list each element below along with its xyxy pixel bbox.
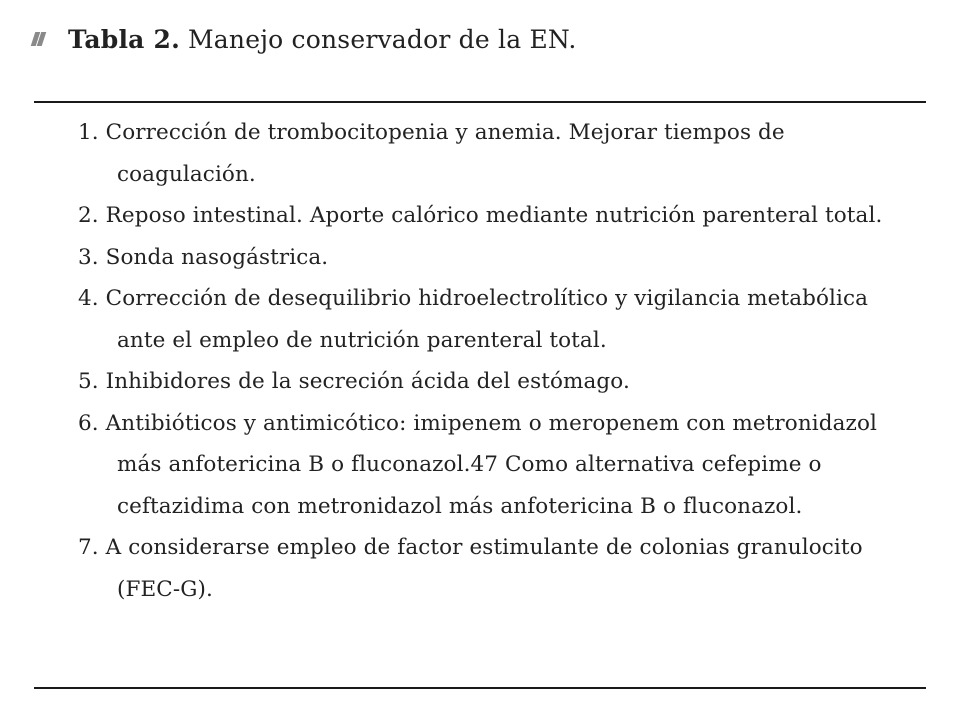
management-list	[78, 112, 918, 610]
list-item: 1. Corrección de trombocitopenia y anemia. Mejorar tiempos de coagulación.	[78, 120, 785, 187]
list-item: 7. A considerarse empleo de factor estimulante de colonias granulocito (FEC-G).	[78, 535, 863, 602]
bottom-rule	[34, 687, 926, 689]
list-item: 4. Corrección de desequilibrio hidroelectrolítico y vigilancia metabólica ante el empleo de nutrición parenteral total.	[78, 286, 869, 353]
double-chevron-right-icon	[32, 30, 46, 48]
list-item: 6. Antibióticos y antimicótico: imipenem o meropenem con metronidazol más anfotericina B o fluconazol.47 Como alternativa cefepime o ceftazidima con metronidazol más anfotericina B o fluconazol.	[78, 410, 877, 519]
list-item: 2. Reposo intestinal. Aporte calórico mediante nutrición parenteral total.	[78, 203, 883, 228]
table-caption	[32, 22, 577, 56]
list-item: 3. Sonda nasogástrica.	[78, 244, 329, 270]
list-item: 5. Inhibidores de la secreción ácida del estómago.	[78, 369, 630, 394]
table-label: Tabla 2.	[68, 24, 180, 54]
top-rule	[34, 101, 926, 103]
table-title: Manejo conservador de la EN.	[188, 24, 577, 54]
